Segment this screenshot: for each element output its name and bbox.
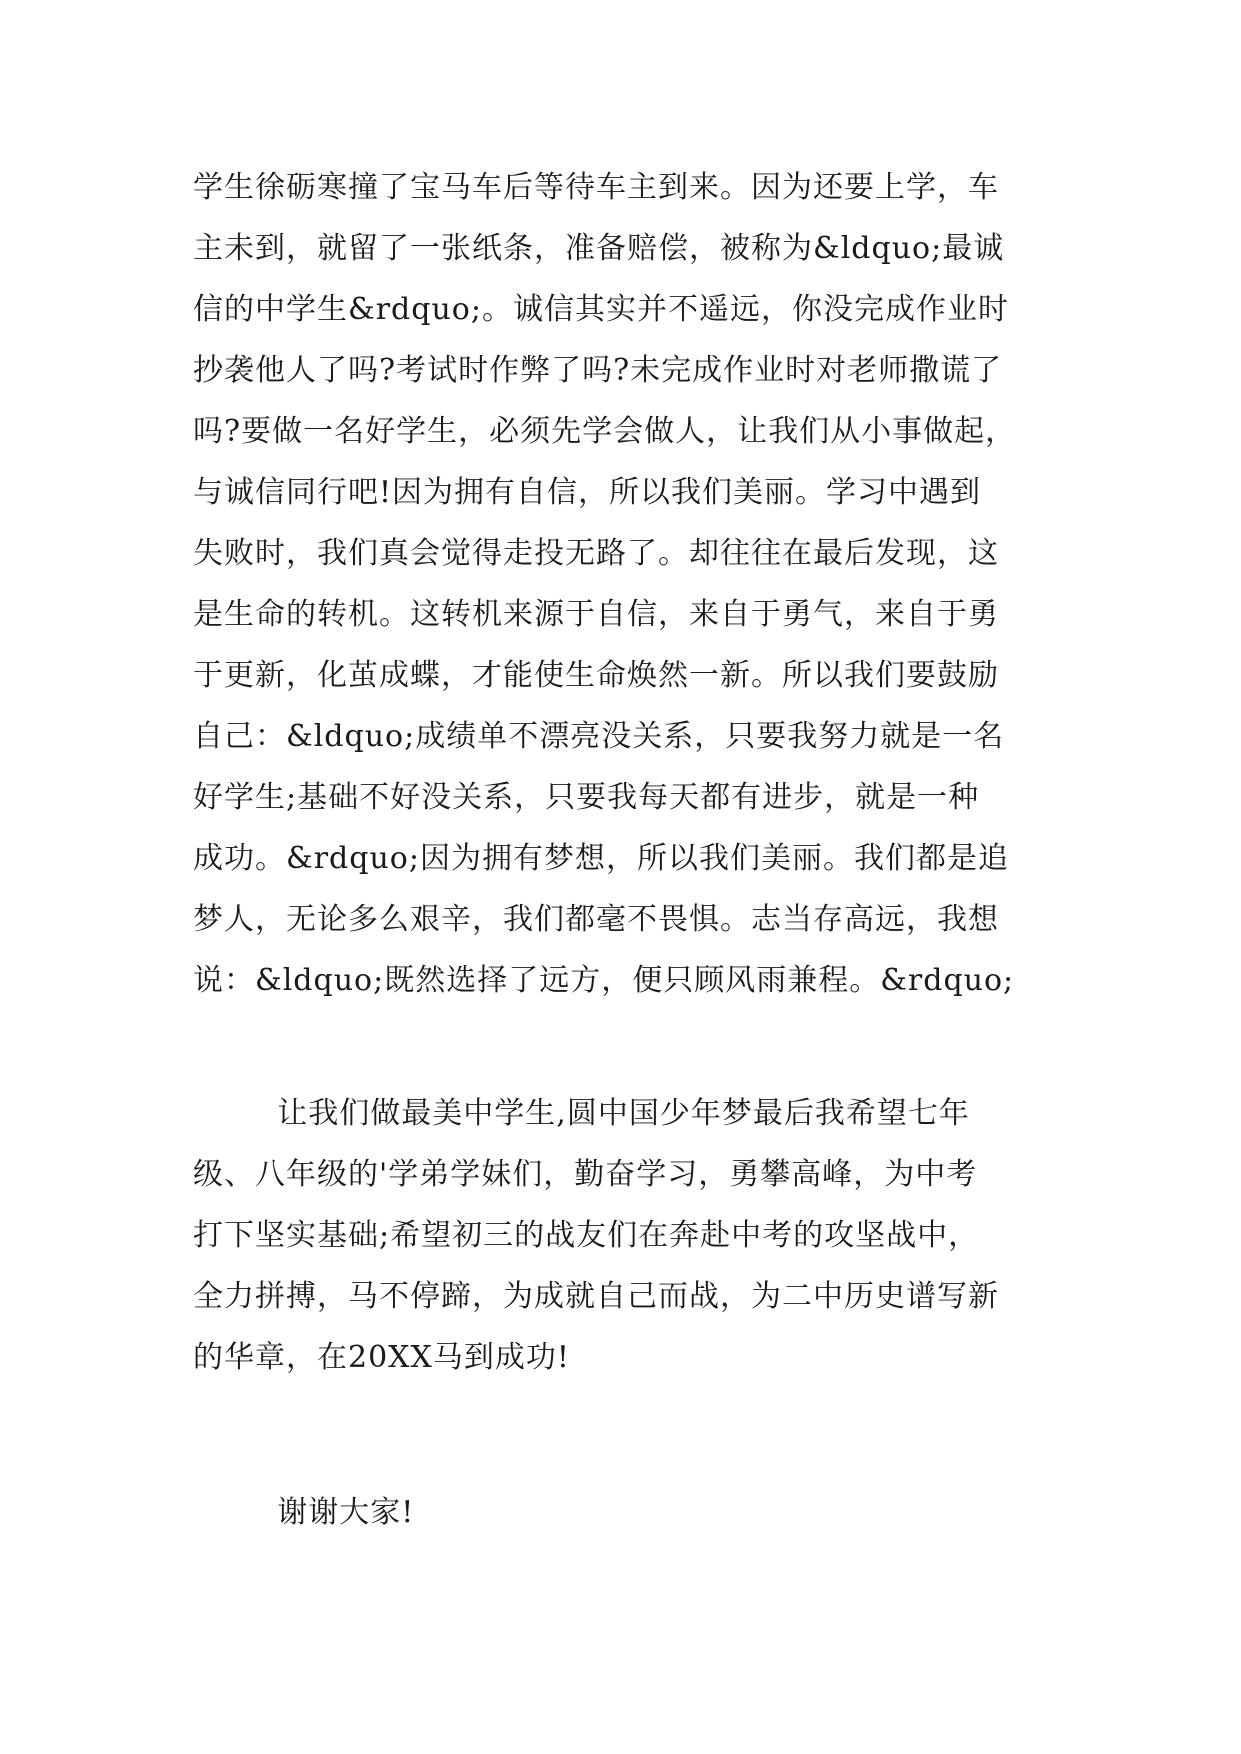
text-line: 吗?要做一名好学生，必须先学会做人，让我们从小事做起， bbox=[193, 414, 1017, 449]
body-paragraph-thanks bbox=[193, 1482, 1053, 1543]
text-line: 自己：&ldquo;成绩单不漂亮没关系，只要我努力就是一名 bbox=[193, 719, 1005, 754]
text-line: 于更新，化茧成蝶，才能使生命焕然一新。所以我们要鼓励 bbox=[193, 658, 999, 693]
text-line: 全力拼搏，马不停蹄，为成就自己而战，为二中历史谱写新 bbox=[193, 1279, 999, 1314]
body-paragraph-integrity bbox=[193, 157, 1053, 1011]
text-line: 是生命的转机。这转机来源于自信，来自于勇气，来自于勇 bbox=[193, 597, 999, 632]
text-line: 成功。&rdquo;因为拥有梦想，所以我们美丽。我们都是追 bbox=[193, 841, 1009, 876]
text-line: 与诚信同行吧!因为拥有自信，所以我们美丽。学习中遇到 bbox=[193, 475, 982, 510]
text-line: 谢谢大家! bbox=[193, 1495, 415, 1530]
text-line: 打下坚实基础;希望初三的战友们在奔赴中考的攻坚战中， bbox=[193, 1218, 980, 1253]
text-line: 级、八年级的'学弟学妹们，勤奋学习，勇攀高峰，为中考 bbox=[193, 1157, 978, 1192]
body-paragraph-closing-wishes bbox=[193, 1083, 1053, 1388]
text-line: 失败时，我们真会觉得走投无路了。却往往在最后发现，这 bbox=[193, 536, 999, 571]
text-line: 学生徐砺寒撞了宝马车后等待车主到来。因为还要上学，车 bbox=[193, 170, 999, 205]
text-line: 信的中学生&rdquo;。诚信其实并不遥远，你没完成作业时 bbox=[193, 292, 1009, 327]
text-line: 说：&ldquo;既然选择了远方，便只顾风雨兼程。&rdquo; bbox=[193, 963, 1015, 998]
text-line: 的华章，在20XX马到成功! bbox=[193, 1340, 570, 1375]
text-line: 梦人，无论多么艰辛，我们都毫不畏惧。志当存高远，我想 bbox=[193, 902, 999, 937]
text-line: 让我们做最美中学生,圆中国少年梦最后我希望七年 bbox=[193, 1096, 970, 1131]
text-line: 抄袭他人了吗?考试时作弊了吗?未完成作业时对老师撒谎了 bbox=[193, 353, 1003, 388]
text-line: 主未到，就留了一张纸条，准备赔偿，被称为&ldquo;最诚 bbox=[193, 231, 1005, 266]
text-line: 好学生;基础不好没关系，只要我每天都有进步，就是一种 bbox=[193, 780, 980, 815]
